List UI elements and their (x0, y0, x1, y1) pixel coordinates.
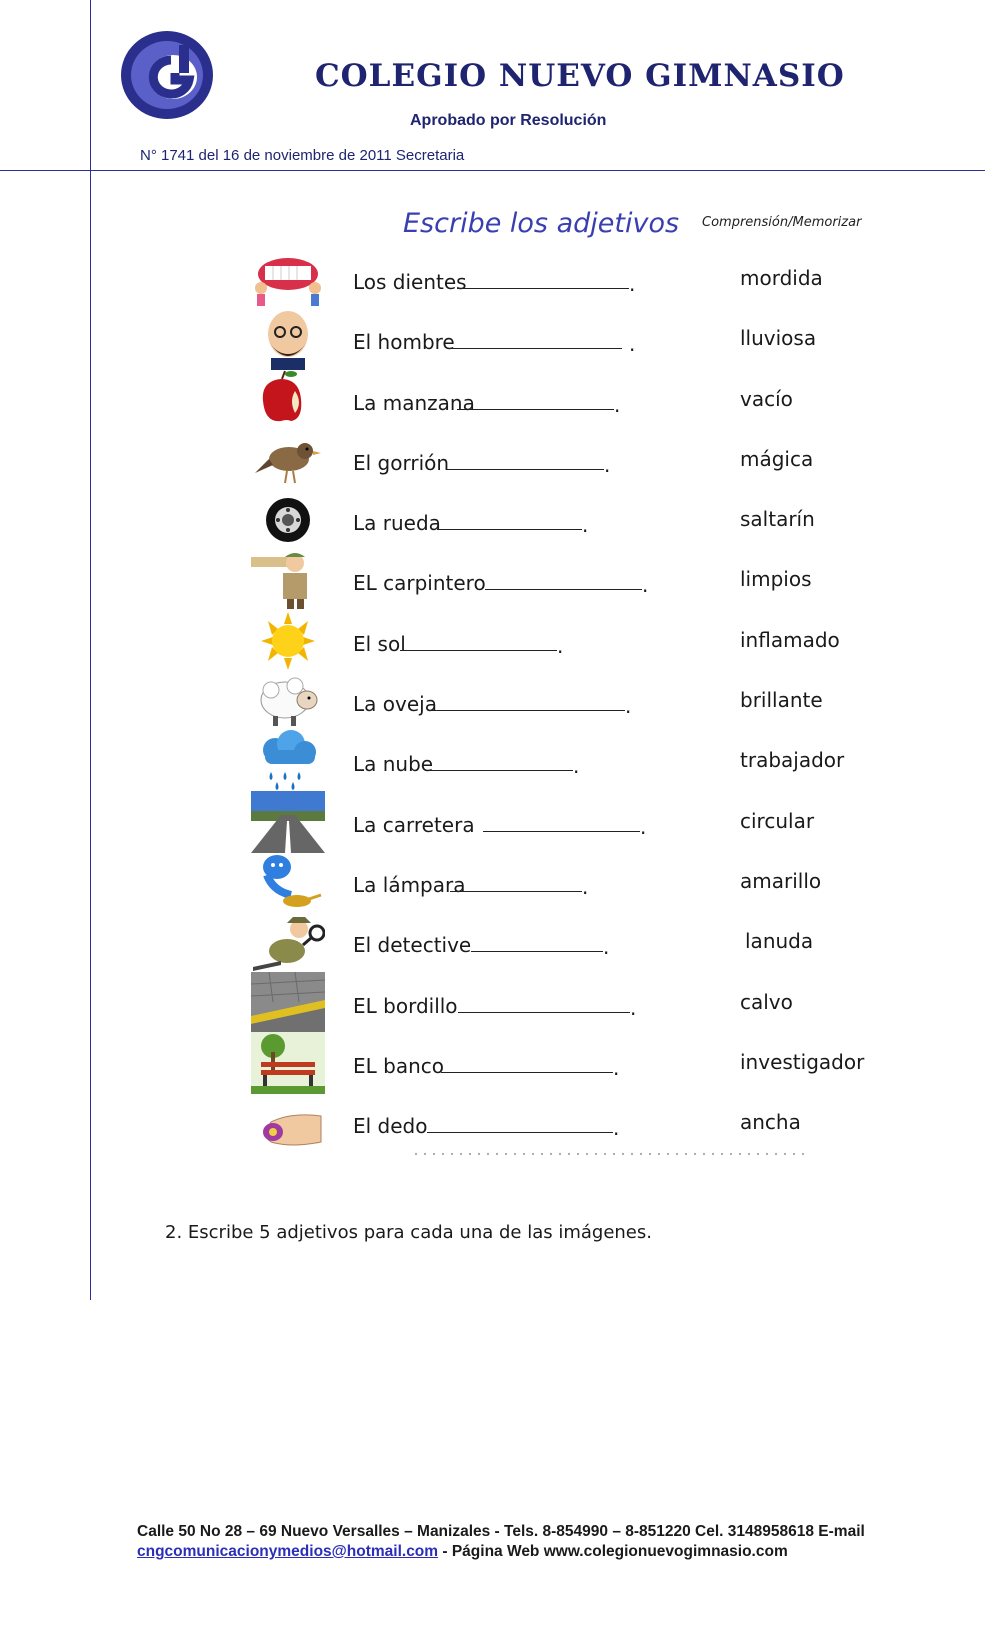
noun-text: El sol (353, 631, 406, 656)
sheep-icon (251, 670, 325, 732)
footer-address: Calle 50 No 28 – 69 Nuevo Versalles – Manizales - Tels. 8-854990 – 8-851220 Cel. 3148958618 E-mail (137, 1523, 865, 1540)
noun-text: El dedo (353, 1114, 428, 1139)
wheel-icon (251, 489, 325, 551)
road-icon (251, 791, 325, 853)
curb-icon (251, 972, 325, 1034)
adjective-option: vacío (740, 386, 793, 411)
exercise-row: El hombre . lluviosa (245, 302, 885, 362)
footer-web: - Página Web www.colegionuevogimnasio.com (438, 1543, 788, 1560)
sparrow-icon (251, 429, 325, 491)
answer-blank[interactable] (483, 831, 640, 832)
answer-blank[interactable] (450, 348, 622, 349)
adjective-option: circular (740, 808, 815, 833)
answer-blank[interactable] (437, 529, 582, 530)
teeth-icon (251, 248, 325, 310)
noun-text: EL carpintero (353, 571, 486, 596)
genie-lamp-icon (251, 851, 325, 913)
instruction-text: 2. Escribe 5 adjetivos para cada una de las imágenes. (165, 1222, 652, 1243)
adjective-option: lanuda (745, 929, 814, 954)
exercise-row: Los dientes . mordida (245, 242, 885, 302)
answer-blank[interactable] (471, 951, 603, 952)
noun-text: EL bordillo (353, 993, 458, 1018)
toe-icon (251, 1092, 325, 1154)
bald-man-icon (251, 308, 325, 370)
apple-icon (251, 369, 325, 431)
worksheet-title: Escribe los adjetivos (403, 208, 680, 239)
image-crop-edge (415, 1153, 805, 1155)
footer (137, 1522, 865, 1562)
adjective-option: calvo (740, 989, 793, 1014)
school-logo-icon (115, 25, 220, 125)
answer-blank[interactable] (427, 1132, 613, 1133)
exercise-row: EL carpintero . limpios (245, 543, 885, 603)
exercise-row: El gorrión . mágica (245, 423, 885, 483)
adjective-option: ancha (740, 1110, 801, 1135)
adjective-option: mágica (740, 446, 814, 471)
noun-text: La carretera (353, 812, 475, 837)
exercise-row: EL banco . investigador (245, 1026, 885, 1086)
sun-icon (251, 610, 325, 672)
noun-text: El detective (353, 933, 472, 958)
adjective-option: inflamado (740, 627, 840, 652)
adjective-option: amarillo (740, 868, 822, 893)
adjective-exercise-list (245, 242, 885, 1146)
adjective-option: investigador (740, 1049, 865, 1074)
noun-text: EL banco (353, 1053, 444, 1078)
answer-blank[interactable] (428, 710, 625, 711)
noun-text: La lámpara (353, 872, 466, 897)
resolution-label: Aprobado por Resolución (410, 112, 607, 129)
answer-blank[interactable] (400, 650, 557, 651)
school-name: COLEGIO NUEVO GIMNASIO (315, 58, 845, 94)
answer-blank[interactable] (447, 469, 604, 470)
email-link[interactable]: cngcomunicacionymedios@hotmail.com (137, 1543, 439, 1560)
exercise-row: La manzana . vacío (245, 363, 885, 423)
answer-blank[interactable] (485, 589, 642, 590)
noun-text: La nube (353, 752, 434, 777)
noun-text: El gorrión (353, 450, 450, 475)
exercise-row: El dedo . ancha (245, 1086, 885, 1146)
answer-blank[interactable] (428, 770, 573, 771)
noun-text: La manzana (353, 390, 475, 415)
adjective-option: trabajador (740, 748, 845, 773)
answer-blank[interactable] (450, 891, 582, 892)
exercise-row: El sol . inflamado (245, 604, 885, 664)
adjective-option: brillante (740, 688, 823, 713)
margin-vertical-rule (90, 0, 91, 1300)
header-horizontal-rule (0, 170, 985, 171)
adjective-option: lluviosa (740, 326, 817, 351)
noun-text: La oveja (353, 692, 437, 717)
detective-icon (251, 911, 325, 973)
answer-blank[interactable] (441, 1072, 613, 1073)
adjective-option: saltarín (740, 507, 815, 532)
answer-blank[interactable] (458, 1012, 630, 1013)
exercise-row: La rueda . saltarín (245, 483, 885, 543)
bench-icon (251, 1032, 325, 1094)
rain-cloud-icon (251, 730, 325, 792)
carpenter-icon (251, 549, 325, 611)
adjective-option: limpios (740, 567, 812, 592)
exercise-row: EL bordillo . calvo (245, 966, 885, 1026)
answer-blank[interactable] (457, 288, 629, 289)
noun-text: El hombre (353, 330, 455, 355)
footer-contact-line (137, 1542, 865, 1562)
noun-text: Los dientes (353, 270, 467, 294)
exercise-row: La nube . trabajador (245, 724, 885, 784)
noun-text: La rueda (353, 511, 441, 536)
exercise-row: La oveja . brillante (245, 664, 885, 724)
worksheet-subtitle: Comprensión/Memorizar (702, 215, 862, 230)
exercise-row: El detective . lanuda (245, 905, 885, 965)
answer-blank[interactable] (457, 409, 614, 410)
adjective-option: mordida (740, 266, 823, 290)
exercise-row: La carretera . circular (245, 785, 885, 845)
exercise-row: La lámpara . amarillo (245, 845, 885, 905)
resolution-detail: N° 1741 del 16 de noviembre de 2011 Secretaria (140, 147, 465, 164)
